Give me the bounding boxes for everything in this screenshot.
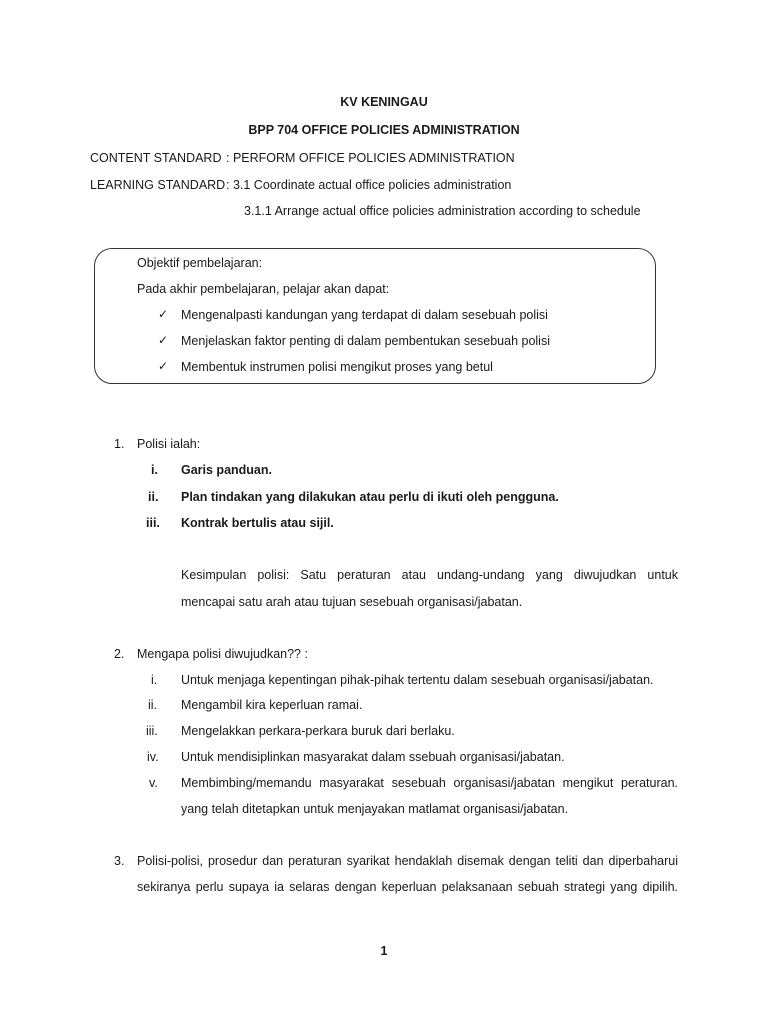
objectives-title: Objektif pembelajaran: (137, 256, 263, 270)
paragraph-text: Polisi-polisi, prosedur dan peraturan syarikat hendaklah disemak dengan teliti dan diperbaharui (137, 854, 678, 868)
objective-item: Menjelaskan faktor penting di dalam pembentukan sesebuah polisi (181, 334, 550, 348)
section-heading: Mengapa polisi diwujudkan?? : (137, 647, 308, 661)
conclusion-text: Kesimpulan polisi: Satu peraturan atau undang-undang yang diwujudkan untuk (181, 568, 678, 582)
list-item: Garis panduan. (181, 463, 272, 477)
item-numeral: iii. (146, 516, 160, 530)
list-item-continuation: yang telah ditetapkan untuk menjayakan matlamat organisasi/jabatan. (181, 802, 569, 816)
item-numeral: iv. (147, 750, 159, 764)
check-icon: ✓ (158, 359, 169, 373)
objective-item: Mengenalpasti kandungan yang terdapat di dalam sesebuah polisi (181, 308, 548, 322)
section-number: 2. (114, 647, 125, 661)
conclusion-text: mencapai satu arah atau tujuan sesebuah organisasi/jabatan. (181, 595, 523, 609)
list-item: Kontrak bertulis atau sijil. (181, 516, 334, 530)
content-standard-value: : PERFORM OFFICE POLICIES ADMINISTRATION (226, 151, 515, 165)
learning-standard-sub: 3.1.1 Arrange actual office policies administration according to schedule (244, 204, 641, 218)
item-numeral: iii. (146, 724, 158, 738)
list-item: Membimbing/memandu masyarakat sesebuah organisasi/jabatan mengikut peraturan. (181, 776, 678, 790)
item-numeral: i. (151, 673, 158, 687)
objective-item: Membentuk instrumen polisi mengikut proses yang betul (181, 360, 493, 374)
item-numeral: ii. (148, 490, 159, 504)
content-standard-label: CONTENT STANDARD (90, 151, 222, 165)
page-number: 1 (380, 944, 388, 958)
check-icon: ✓ (158, 333, 169, 347)
list-item: Mengambil kira keperluan ramai. (181, 698, 363, 712)
section-heading: Polisi ialah: (137, 437, 201, 451)
list-item: Plan tindakan yang dilakukan atau perlu di ikuti oleh pengguna. (181, 490, 559, 504)
item-numeral: v. (149, 776, 158, 790)
learning-standard-value: : 3.1 Coordinate actual office policies administration (226, 178, 512, 192)
list-item: Untuk menjaga kepentingan pihak-pihak tertentu dalam sesebuah organisasi/jabatan. (181, 673, 654, 687)
section-number: 3. (114, 854, 125, 868)
section-number: 1. (114, 437, 125, 451)
objectives-intro: Pada akhir pembelajaran, pelajar akan dapat: (137, 282, 390, 296)
course-title: BPP 704 OFFICE POLICIES ADMINISTRATION (248, 123, 520, 137)
check-icon: ✓ (158, 307, 169, 321)
paragraph-text: sekiranya perlu supaya ia selaras dengan keperluan pelaksanaan sebuah strategi yang dipilih. (137, 880, 678, 894)
learning-standard-label: LEARNING STANDARD (90, 178, 226, 192)
item-numeral: i. (151, 463, 158, 477)
school-title: KV KENINGAU (340, 95, 428, 109)
list-item: Mengelakkan perkara-perkara buruk dari berlaku. (181, 724, 455, 738)
item-numeral: ii. (148, 698, 158, 712)
list-item: Untuk mendisiplinkan masyarakat dalam ssebuah organisasi/jabatan. (181, 750, 565, 764)
